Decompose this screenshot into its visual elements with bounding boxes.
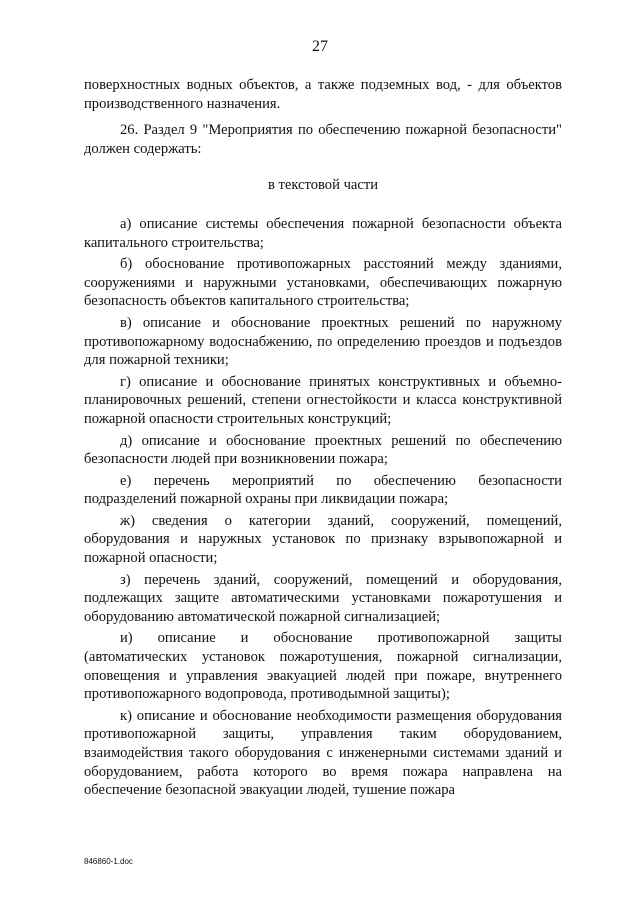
list-item-b: б) обоснование противопожарных расстояний между зданиями, сооружениями и наружными установками, обеспечивающих пожарную безопасность объектов капитального строительства; — [84, 256, 562, 310]
document-body — [84, 76, 562, 800]
section-heading: в текстовой части — [267, 177, 379, 194]
list-item-e: е) перечень мероприятий по обеспечению безопасности подразделений пожарной охраны при ликвидации пожара; — [84, 472, 562, 508]
list-item-g: г) описание и обоснование принятых конструктивных и объемно-планировочных решений, степени огнестойкости и класса конструктивной пожарной опасности строительных конструкций; — [84, 373, 562, 427]
list-item-z: з) перечень зданий, сооружений, помещений и оборудования, подлежащих защите автоматическими установками пожаротушения и оборудованию автоматической пожарной сигнализацией; — [84, 571, 562, 625]
continuation-paragraph: поверхностных водных объектов, а также подземных вод, - для объектов производственного назначения. — [84, 77, 562, 112]
list-item-k: к) описание и обоснование необходимости размещения оборудования противопожарной защиты, управления таким оборудованием, взаимодействия такого оборудования с инженерными системами зданий и оборудованием, работа которого во время пожара направлена на обеспечение безопасной эвакуации людей, тушение пожара — [84, 707, 562, 799]
list-item-d: д) описание и обоснование проектных решений по обеспечению безопасности людей при возникновении пожара; — [84, 432, 562, 468]
list-item-v: в) описание и обоснование проектных решений по наружному противопожарному водоснабжению, по определению проездов и подъездов для пожарной техники; — [84, 314, 562, 369]
paragraph-26: 26. Раздел 9 "Мероприятия по обеспечению пожарной безопасности" должен содержать: — [84, 122, 562, 157]
list-item-a: а) описание системы обеспечения пожарной безопасности объекта капитального строительства; — [84, 215, 562, 251]
footer-document-code: 846860-1.doc — [84, 857, 133, 866]
list-item-i: и) описание и обоснование противопожарной защиты (автоматических установок пожаротушения, пожарной сигнализации, оповещения и управления эвакуацией людей при пожаре, внутреннего противопожарного водопровода, противодымной защиты); — [84, 630, 562, 703]
list-item-zh: ж) сведения о категории зданий, сооружений, помещений, оборудования и наружных установок по признаку взрывопожарной и пожарной опасности; — [84, 512, 562, 567]
page-number: 27 — [312, 38, 328, 55]
